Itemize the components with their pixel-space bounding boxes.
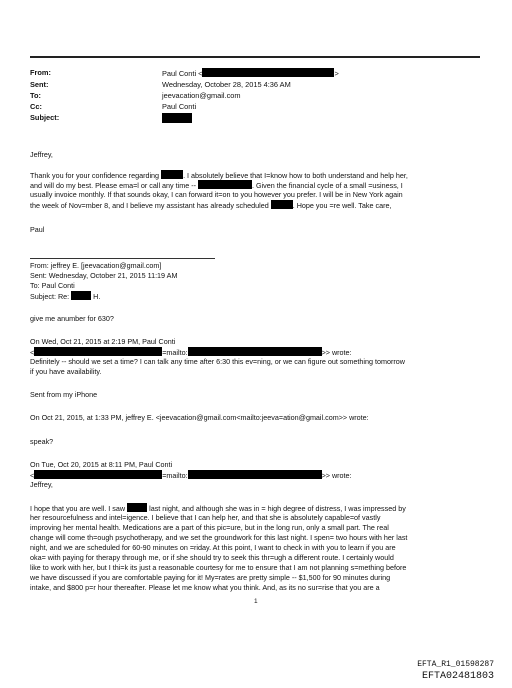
quote3-line: oka= with paying for therapy through me, or if she should try to seek this thr=ugh a different route. I certainly would [30, 553, 394, 562]
quote1-line: if you have availability. [30, 367, 102, 376]
redaction-box [188, 347, 322, 356]
cc-value: Paul Conti [162, 102, 197, 111]
fwd-sent: Sent: Wednesday, October 21, 2015 11:19 AM [30, 271, 178, 280]
body-line: usually invoice monthly. If that sounds okay, I can forward it=on to you however you prefer. I will be in New York again [30, 190, 403, 199]
body-line: the week of Nov=mber 8, and I believe my assistant has already scheduled . Hope you =re well. Take care, [30, 201, 392, 210]
subject-label: Subject: [30, 113, 60, 122]
quote1-header: On Wed, Oct 21, 2015 at 2:19 PM, Paul Conti [30, 337, 176, 346]
document-id-large: EFTA02481803 [421, 671, 494, 682]
redaction-box [162, 113, 192, 123]
forward-separator [30, 258, 215, 259]
redaction-box [127, 503, 147, 512]
quote3-line: we have discussed if you are comfortable paying for it! My=rates are pretty simple -- $1,500 for 90 minutes during [30, 573, 391, 582]
quote3-line: improving her mental health. Medications are a part of this pic=ure, but in the long run, only a small part. The real [30, 523, 389, 532]
fwd-body: give me anumber for 630? [30, 314, 114, 323]
quote1-mailto-line: < =mailto: >> wrote: [30, 348, 352, 357]
page-number: 1 [254, 598, 258, 605]
body-line: and will do my best. Please ema=l or call any time -- . Given the financial cycle of a small =usiness, I [30, 181, 403, 190]
redaction-box [161, 170, 183, 179]
cc-label: Cc: [30, 102, 42, 111]
quote3-line: change will come th=ough psychotherapy, and we set the groundwork for this last night. I spen= two hours with her last [30, 533, 408, 542]
from-value: Paul Conti < [162, 69, 203, 78]
body-line: Thank you for your confidence regarding . I absolutely believe that I=know how to both understand and help her, [30, 171, 408, 180]
redaction-box [71, 291, 91, 300]
fwd-subject: Subject: Re: H. [30, 292, 101, 301]
redaction-box [198, 180, 252, 189]
fwd-from: From: jeffrey E. [jeevacation@gmail.com] [30, 261, 162, 270]
fwd-to: To: Paul Conti [30, 281, 75, 290]
body-signature: Paul [30, 225, 45, 234]
sent-value: Wednesday, October 28, 2015 4:36 AM [162, 80, 291, 89]
sent-label: Sent: [30, 80, 49, 89]
from-label: From: [30, 68, 51, 77]
quote3-line: her resourcefulness and intel=igence. I believe that I can help her, and that she is absolutely capable=of vastly [30, 513, 381, 522]
quote2-body: speak? [30, 437, 54, 446]
quote2-header: On Oct 21, 2015, at 1:33 PM, jeffrey E. <jeevacation@gmail.com<mailto:jeeva=ation@gmail.com>> wrote: [30, 413, 369, 422]
quote3-greeting: Jeffrey, [30, 480, 53, 489]
body-greeting: Jeffrey, [30, 150, 53, 159]
quote3-line: like to work with her, but I thi=k its just a reasonable courtesy for me to ensure that I am not planning s=mething before [30, 563, 407, 572]
redaction-box [34, 347, 162, 356]
quote3-line: intake, and $800 p=r hour thereafter. Please let me know what you think. And, as its no sur=rise that you are a [30, 583, 380, 592]
quote1-sent-from: Sent from my iPhone [30, 390, 98, 399]
quote1-line: Definitely -- should we set a time? I can talk any time after 6:30 this ev=ning, or we can figure out something tomorrow [30, 357, 405, 366]
header-top-rule [30, 56, 480, 58]
redaction-box [271, 200, 293, 209]
quote3-header: On Tue, Oct 20, 2015 at 8:11 PM, Paul Conti [30, 460, 173, 469]
quote3-mailto-line: < =mailto: >> wrote: [30, 471, 352, 480]
to-label: To: [30, 91, 41, 100]
from-value-end: > [334, 69, 339, 78]
redaction-box [34, 470, 162, 479]
redaction-box [188, 470, 322, 479]
document-id-small: EFTA_R1_01598287 [417, 660, 494, 669]
to-value: jeevacation@gmail.com [162, 91, 241, 100]
quote3-line: I hope that you are well. I saw last night, and although she was in = high degree of distress, I was impressed by [30, 504, 406, 513]
quote3-line: night, and we are scheduled for 60-90 minutes on =riday. At this point, I want to check in with you to learn if you are [30, 543, 396, 552]
redaction-box [202, 68, 334, 77]
